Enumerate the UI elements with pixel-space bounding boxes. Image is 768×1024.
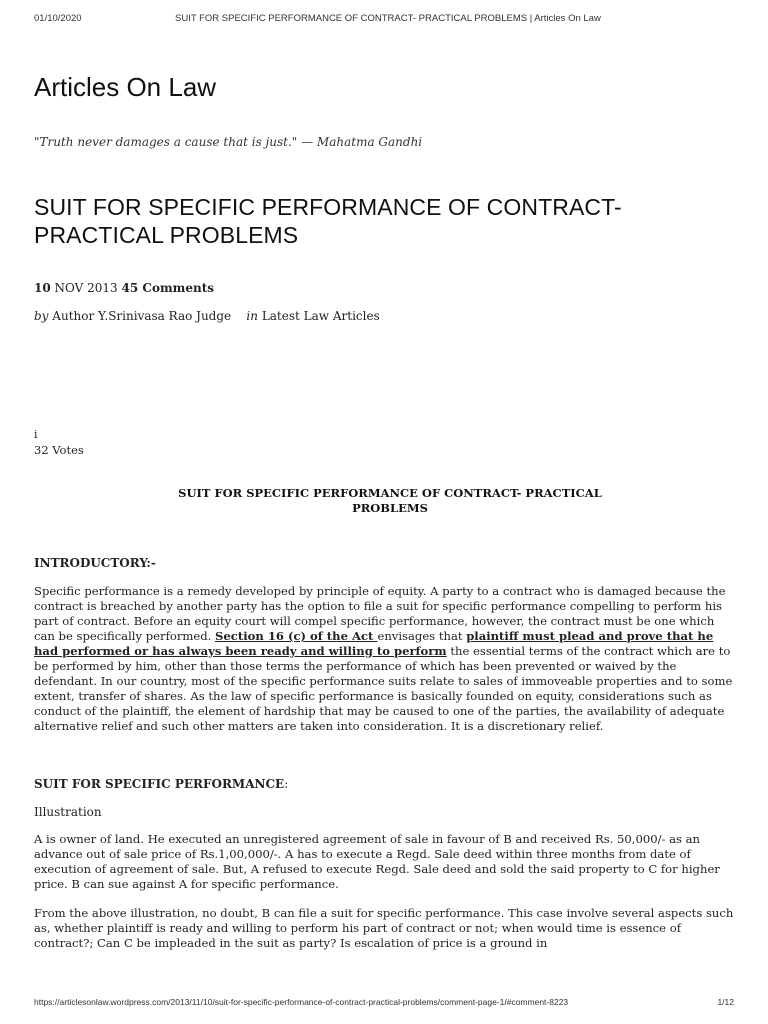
print-date: 01/10/2020	[34, 13, 82, 24]
category-link[interactable]: Latest Law Articles	[261, 309, 380, 323]
post-date-meta	[34, 281, 214, 295]
rating-info-icon[interactable]: i	[34, 428, 38, 441]
para1-part-c: the essential terms of the contract which are to be performed by him, other than those terms the performance of which has been prevented or waived by the defendant. In our country, most of the specific performance suits relate to sales of immoveable properties and to some extent, transfer of shares. As the law of specific performance is basically founded on equity, considerations such as conduct of the plaintiff, the element of hardship that may be caused to one of the parties, the availability of adequate alternative relief and such other matters are taken into consideration. It is a discretionary relief.	[34, 644, 733, 733]
post-date-month-year[interactable]: NOV 2013	[54, 281, 118, 295]
illustration-label: Illustration	[34, 805, 102, 819]
print-page-title: SUIT FOR SPECIFIC PERFORMANCE OF CONTRACT- PRACTICAL PROBLEMS | Articles On Law	[175, 13, 601, 24]
print-page-number: 1/12	[717, 997, 734, 1007]
post-author-meta	[34, 309, 380, 323]
print-url: https://articlesonlaw.wordpress.com/2013/11/10/suit-for-specific-performance-of-contract-practical-problems/comment-page-1/#comment-8223	[34, 997, 569, 1007]
article-heading-line1: SUIT FOR SPECIFIC PERFORMANCE OF CONTRACT- PRACTICAL	[178, 486, 602, 500]
site-tagline: "Truth never damages a cause that is just." — Mahatma Gandhi	[34, 135, 423, 149]
plead-prove-emphasis: plaintiff must plead and prove that he had performed or has always been ready and willing to perform	[34, 629, 714, 658]
analysis-paragraph: From the above illustration, no doubt, B can file a suit for specific performance. This case involve several aspects such as, whether plaintiff is ready and willing to perform his part of contract or not; when would time is essence of contract?; Can C be impleaded in the suit as party? Is escalation of price is a ground in	[34, 906, 734, 950]
intro-paragraph	[34, 584, 734, 734]
para1-part-b: envisages that	[377, 629, 467, 643]
sfp-heading-colon: :	[284, 777, 289, 791]
article-heading	[140, 486, 640, 516]
in-label: in	[246, 309, 258, 323]
introductory-heading: INTRODUCTORY:-	[34, 556, 156, 570]
article-heading-line2: PROBLEMS	[352, 501, 428, 515]
by-label: by	[34, 309, 49, 323]
votes-count: 32 Votes	[34, 443, 84, 457]
section-16-link[interactable]: Section 16 (c) of the Act	[215, 629, 378, 643]
site-title[interactable]: Articles On Law	[34, 72, 217, 102]
sfp-heading	[34, 777, 288, 791]
post-title: SUIT FOR SPECIFIC PERFORMANCE OF CONTRACT- PRACTICAL PROBLEMS	[34, 194, 622, 248]
illustration-paragraph: A is owner of land. He executed an unregistered agreement of sale in favour of B and received Rs. 50,000/- as an advance out of sale price of Rs.1,00,000/-. A has to execute a Regd. Sale deed within three months from date of execution of agreement of sale. But, A refused to execute Regd. Sale deed and sold the said property to C for higher price. B can sue against A for specific performance.	[34, 832, 720, 891]
post-date-day: 10	[34, 281, 51, 295]
comments-link[interactable]: 45 Comments	[121, 281, 214, 295]
sfp-heading-text: SUIT FOR SPECIFIC PERFORMANCE	[34, 777, 285, 791]
author-link[interactable]: Author Y.Srinivasa Rao Judge	[52, 309, 232, 323]
para1-part-a: Specific performance is a remedy developed by principle of equity. A party to a contract who is damaged because the contract is breached by another party has the option to file a suit for specific performance compelling to perform his part of contract. Before an equity court will compel specific performance, however, the contract must be one which can be specifically performed.	[34, 584, 726, 643]
